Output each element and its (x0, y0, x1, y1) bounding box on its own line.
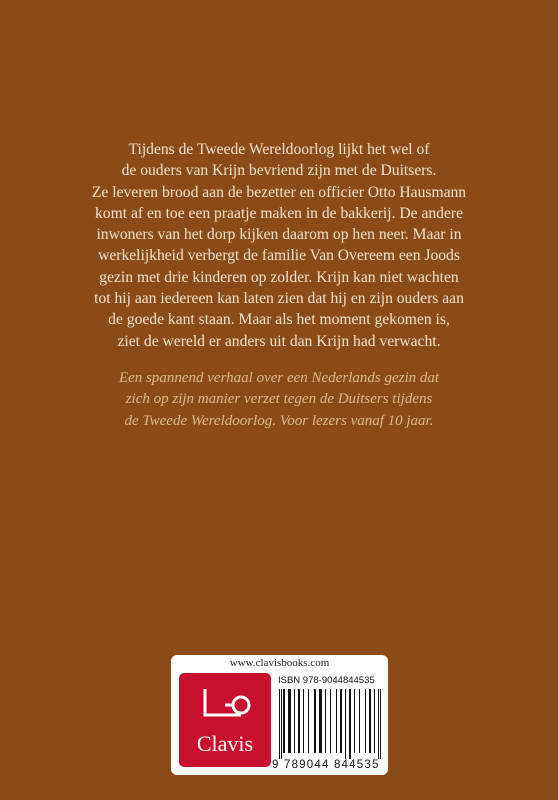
barcode-bar (303, 689, 304, 753)
blurb-line: ziet de wereld er anders uit dan Krijn had verwacht. (117, 332, 441, 350)
isbn-label: ISBN 978-9044844535 (278, 675, 375, 686)
tagline-line: Een spannend verhaal over een Nederlands gezin dat (118, 370, 440, 386)
publisher-logo-text: Clavis (196, 731, 254, 756)
barcode-bar (378, 689, 379, 759)
tagline-line: zich op zijn manier verzet tegen de Duitsers tijdens (125, 391, 433, 408)
barcode-bar (308, 689, 309, 753)
barcode-bar (349, 689, 351, 759)
barcode-bar (283, 689, 285, 753)
barcode-bar (330, 689, 331, 753)
barcode-bar (359, 689, 360, 753)
blurb-line: de ouders van Krijn bevriend zijn met de Duitsers. (121, 162, 437, 180)
barcode-panel (171, 655, 388, 775)
blurb-line: tot hij aan iedereen kan laten zien dat hij en zijn ouders aan (94, 290, 464, 308)
blurb-line: de goede kant staan. Maar als het moment gekomen is, (108, 311, 450, 329)
ean-digits: 9 789044 844535 (272, 759, 380, 771)
blurb-line: gezin met drie kinderen op zolder. Krijn kan niet wachten (99, 268, 459, 286)
barcode-bar (314, 689, 316, 753)
barcode-bar (354, 689, 355, 753)
barcode-bar (319, 689, 322, 753)
barcode-bar (294, 689, 295, 753)
key-icon (199, 685, 253, 730)
publisher-logo (179, 673, 271, 767)
barcode-bar (279, 689, 280, 759)
barcode-bar (365, 689, 366, 753)
barcode-bar (340, 689, 342, 753)
barcode-bar (369, 689, 371, 753)
publisher-website: www.clavisbooks.com (229, 657, 330, 669)
barcode-bar (281, 689, 282, 759)
blurb-line: Tijdens de Tweede Wereldoorlog lijkt het wel of (128, 141, 430, 158)
barcode (277, 689, 383, 759)
barcode-bar (336, 689, 337, 753)
barcode-bar (380, 689, 381, 759)
barcode-bar (288, 689, 291, 753)
barcode-bar (325, 689, 326, 753)
blurb-line: Ze leveren brood aan de bezetter en officier Otto Hausmann (91, 183, 467, 201)
blurb-line: komt af en toe een praatje maken in de bakkerij. De andere (94, 204, 463, 222)
blurb-line: inwoners van het dorp kijken daarom op hen neer. Maar in (96, 226, 462, 244)
barcode-bar (345, 689, 346, 759)
blurb-text (40, 139, 518, 352)
barcode-bar (298, 689, 300, 753)
tagline-line: de Tweede Wereldoorlog. Voor lezers vanaf 10 jaar. (124, 412, 434, 429)
blurb-line: werkelijkheid verbergt de familie Van Overeem een Joods (98, 247, 460, 265)
tagline-text (40, 368, 518, 432)
barcode-bar (374, 689, 375, 753)
